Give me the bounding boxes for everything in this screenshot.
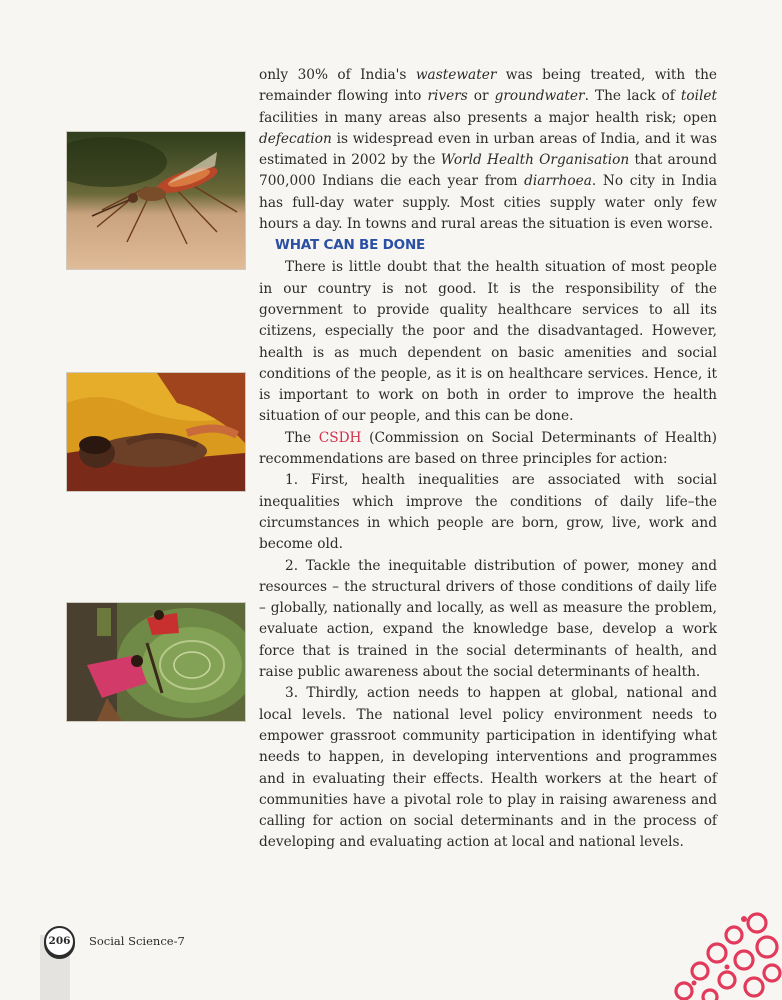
text-run: was being treated, with the remainder flowing into xyxy=(259,67,717,105)
highlighted-term: CSDH xyxy=(318,429,362,446)
paragraph-water-sanitation xyxy=(259,65,717,235)
italic-term: World Health Organisation xyxy=(440,152,630,169)
text-run: (Commission on Social Determinants of Health) recommendations are based on three principles for action: xyxy=(259,429,717,468)
text-run: . No city in India has full-day water supply. Most cities supply water only few hours a day. In towns and rural areas the situation is even worse. xyxy=(259,173,718,233)
mosquito-photo xyxy=(66,131,246,270)
italic-term: rivers xyxy=(427,88,468,105)
italic-term: defecation xyxy=(259,130,332,147)
women-at-dirty-water-photo xyxy=(66,602,246,722)
text-run: There is little doubt that the health situation of most people in our country is not good. It is the responsibility of the government to provide quality healthcare services to all its citizens, especially the poor and the disadvantaged. However, health is as much dependent on basic amenities and social conditions of the people, as it is on healthcare services. Hence, it is important to work on both in order to improve the health situation of our people, and this can be done. xyxy=(259,259,717,425)
text-run: The xyxy=(285,429,319,446)
section-heading: WHAT CAN BE DONE xyxy=(275,237,426,254)
page-footer xyxy=(44,925,185,957)
text-run: facilities in many areas also presents a major health risk; open xyxy=(259,109,717,126)
body-text xyxy=(259,65,717,854)
text-run: that around 700,000 Indians die each year from xyxy=(259,152,718,190)
paragraph-health-situation xyxy=(259,257,717,427)
text-run: . The lack of xyxy=(584,88,681,105)
text-run: 3. Thirdly, action needs to happen at global, national and local levels. The national level policy environment needs to empower grassroot community participation in identifying what needs to happen, in developing interventions and programmes and in evaluating their effects. Health workers at the heart of communities have a pivotal role to play in raising awareness and calling for action on social determinants and in the process of developing and evaluating action at local and national levels. xyxy=(259,685,717,851)
principle-1 xyxy=(259,470,717,555)
italic-term: diarrhoea xyxy=(524,173,592,190)
page-number: 206 xyxy=(44,926,75,957)
text-run: is widespread even in urban areas of India, and it was estimated in 2002 by the xyxy=(259,130,717,169)
decorative-circles-icon xyxy=(672,905,782,1000)
text-run: or xyxy=(467,88,495,105)
paragraph-csdh-intro xyxy=(259,428,717,471)
principle-3 xyxy=(259,683,717,853)
text-run: 2. Tackle the inequitable distribution of power, money and resources – the structural drivers of those conditions of daily life – globally, nationally and locally, as well as measure the problem, evaluate action, expand the knowledge base, develop a work force that is trained in the social determinants of health, and raise public awareness about the social determinants of health. xyxy=(259,557,717,681)
italic-term: toilet xyxy=(680,88,717,105)
italic-term: groundwater xyxy=(494,88,585,105)
italic-term: wastewater xyxy=(415,67,497,83)
principle-2 xyxy=(259,556,717,684)
malnourished-child-photo xyxy=(66,372,246,492)
text-run: only 30% of India's xyxy=(259,67,416,83)
book-title: Social Science-7 xyxy=(89,934,185,948)
text-run: 1. First, health inequalities are associated with social inequalities which improve the conditions of daily life–the circumstances in which people are born, grow, live, work and become old. xyxy=(259,472,717,553)
